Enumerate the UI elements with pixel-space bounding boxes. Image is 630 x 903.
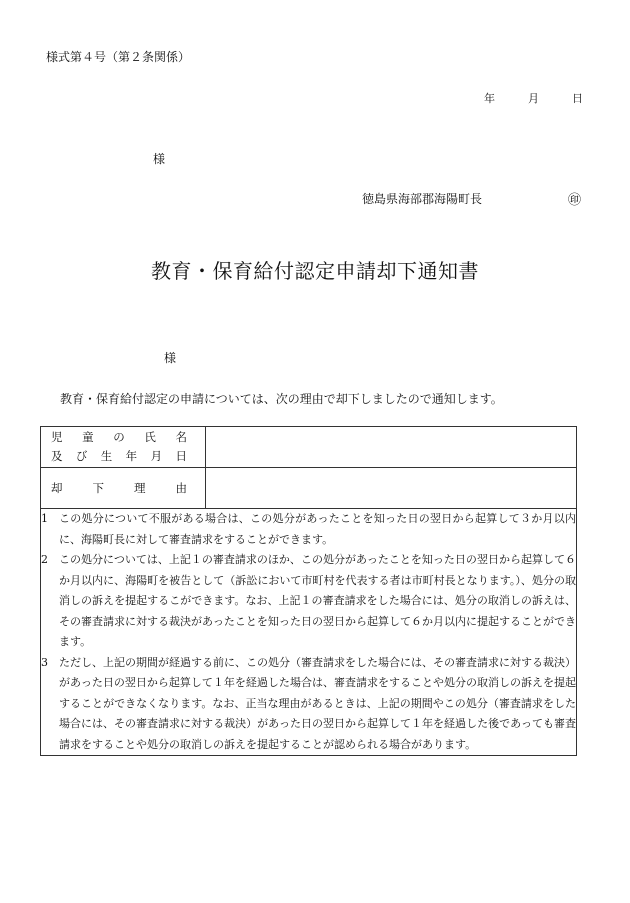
note-text: この処分については、上記１の審査請求のほか、この処分があったことを知った日の翌日から起算して６か月以内に、海陽町を被告として（訴訟において市町村を代表する者は市町村長となります。）、処分の取消しの訴えを提起するこができます。なお、上記１の審査請求をした場合には、処分の取消しの訴えは、その審査請求に対する裁決があったことを知った日の翌日から起算して６か月以内に提起することができます。 [59, 553, 576, 648]
child-info-value[interactable] [206, 427, 577, 468]
form-number: 様式第４号（第２条関係） [46, 50, 191, 64]
notes-cell [41, 509, 577, 756]
note-item [41, 550, 576, 653]
document-title: 教育・保育給付認定申請却下通知書 [151, 259, 479, 283]
note-item [41, 509, 576, 550]
note-item [41, 653, 576, 756]
date-day-label: 日 [572, 92, 583, 105]
reason-value[interactable] [206, 468, 577, 509]
note-text: この処分について不服がある場合は、この処分があったことを知った日の翌日から起算して３か月以内に、海陽町長に対して審査請求をすることができます。 [59, 512, 576, 546]
child-info-label-line1: 児 童 の 氏 名 [51, 430, 187, 444]
reason-label: 却 下 理 由 [41, 468, 206, 509]
note-number: 3 [41, 655, 48, 669]
table-row-child-info [41, 427, 577, 468]
table-row-reason [41, 468, 577, 509]
date-year-label: 年 [484, 92, 495, 105]
date-line [484, 90, 583, 106]
notice-table [40, 426, 577, 756]
child-info-label [41, 427, 206, 468]
lead-text: 教育・保育給付認定の申請については、次の理由で却下しましたので通知します。 [60, 392, 503, 406]
addressee-bottom-suffix: 様 [164, 351, 177, 365]
date-month-label: 月 [528, 92, 539, 105]
issuer-name: 徳島県海部郡海陽町長 [362, 192, 483, 206]
table-row-notes [41, 509, 577, 756]
note-number: 2 [41, 553, 48, 566]
addressee-top-suffix: 様 [153, 152, 166, 166]
seal-mark: ㊞ [568, 193, 582, 208]
child-info-label-line2: 及 び 生 年 月 日 [51, 449, 187, 463]
note-number: 1 [41, 512, 48, 525]
note-text: ただし、上記の期間が経過する前に、この処分（審査請求をした場合には、その審査請求に対する裁決）があった日の翌日から起算して１年を経過した場合は、審査請求をすることや処分の取消しの訴えを提起することができなくなります。なお、正当な理由があるときは、上記の期間やこの処分（審査請求をした場合には、その審査請求に対する裁決）があった日の翌日から起算して１年を経過した後であっても審査請求をすることや処分の取消しの訴えを提起することが認められる場合があります。 [59, 655, 576, 751]
